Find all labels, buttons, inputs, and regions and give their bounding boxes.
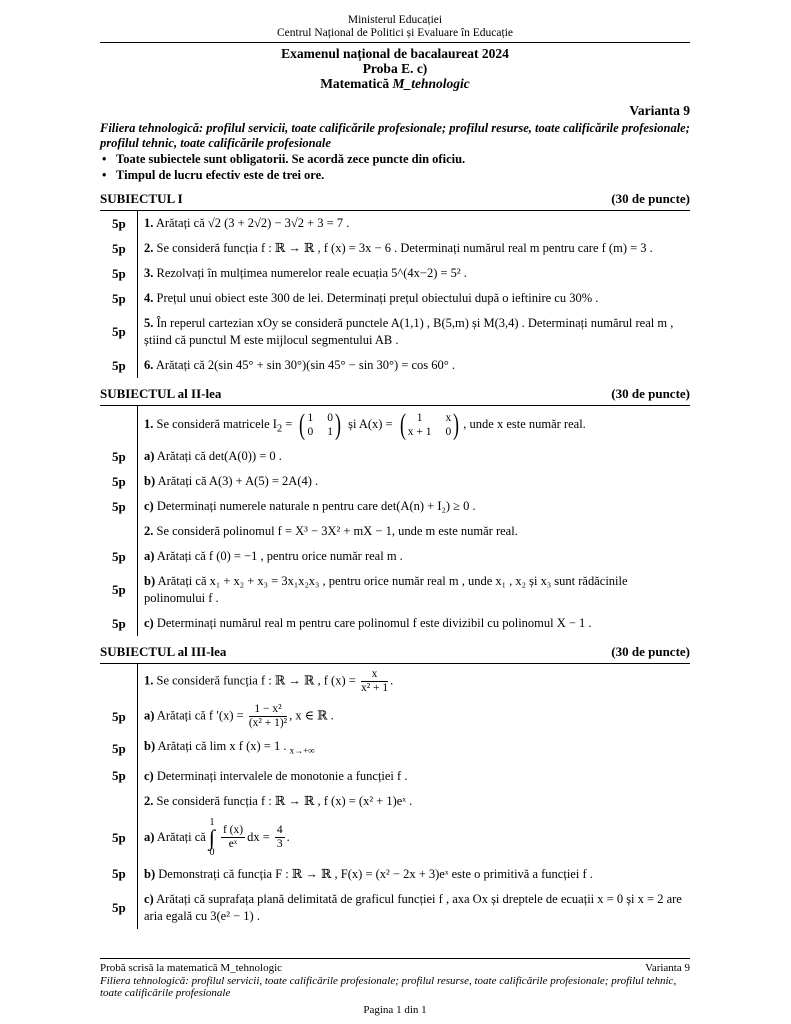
section-title: SUBIECTUL al III-lea	[100, 644, 227, 659]
question-text: a) Arătați că 1 ∫ 0 $\frac{f (x)}{\text{eˣ}}$ dx = $\frac{4}{3}$ .	[137, 814, 690, 862]
question-row	[100, 236, 690, 261]
points-label: 5p	[112, 498, 126, 514]
section-heading	[100, 191, 690, 207]
question-row	[100, 887, 690, 929]
question-text: a) Arătați că f (0) = −1 , pentru orice număr real m .	[137, 544, 690, 569]
question-text: a) Arătați că f ′(x) = $\frac{\text{1 − x²}}{\text{(x² + 1)²}}$ , x ∈ ℝ .	[137, 699, 690, 734]
points-label: 5p	[112, 548, 126, 564]
question-text: 6. Arătați că 2(sin 45° + sin 30°)(sin 45° − sin 30°) = cos 60° .	[137, 353, 690, 378]
points-label: 5p	[112, 866, 126, 881]
question-row	[100, 764, 690, 789]
question-row	[100, 544, 690, 569]
points-label: 5p	[112, 708, 126, 724]
question-text: b) Arătați că x₁ + x₂ + x₃ = 3x₁x₂x₃ , pentru orice număr real m , unde x₁ , x₂ și x₃ sunt rădăcinile polinomului f .	[137, 569, 690, 611]
filiera-text: Filiera tehnologică: profilul servicii, toate calificările profesionale; profilul resurse, toate calificările profesionale; profilul tehnic, toate calificările profesionale	[100, 121, 690, 150]
points-label: 5p	[112, 265, 126, 281]
points-label: 5p	[112, 740, 126, 756]
points-label: 5p	[112, 448, 126, 464]
question-row	[100, 261, 690, 286]
question-text: c) Determinați numerele naturale n pentru care det(A(n) + I₂) ≥ 0 .	[137, 494, 690, 519]
points-label: 5p	[112, 768, 126, 783]
section-points: (30 de puncte)	[611, 386, 690, 401]
points-label: 5p	[112, 615, 126, 631]
section-points: (30 de puncte)	[611, 191, 690, 206]
question-row	[100, 311, 690, 353]
question-text: 3. Rezolvați în mulțimea numerelor reale ecuația 5^(4x−2) = 5² .	[137, 261, 690, 286]
question-text: c) Arătați că suprafața plană delimitată de graficul funcției f , axa Ox și dreptele de ecuații x = 0 și x = 2 are aria egală cu 3(e² − 1) .	[137, 887, 690, 929]
question-text: 5. În reperul cartezian xOy se consideră punctele A(1,1) , B(5,m) și M(3,4) . Determinați numărul real m , știind că punctul M este mijlocul segmentului AB .	[137, 311, 690, 353]
question-row	[100, 469, 690, 494]
section-1-box	[100, 210, 690, 378]
section-title: SUBIECTUL I	[100, 191, 183, 206]
problem-intro-row	[100, 789, 690, 814]
header-divider	[100, 42, 690, 43]
points-label: 5p	[112, 290, 126, 306]
question-row	[100, 211, 690, 236]
variant-label: Varianta 9	[629, 103, 690, 118]
points-label: 5p	[112, 899, 126, 915]
footer-filiera: Filiera tehnologică: profilul servicii, toate calificările profesionale; profilul resurse, toate calificările profesionale; profilul tehnic, toate calificările profesionale	[100, 974, 677, 999]
question-text: b) Demonstrați că funcția F : ℝ → ℝ , F(x) = (x² − 2x + 3)eˣ este o primitivă a funcției f .	[137, 862, 690, 887]
center-name: Centrul Național de Politici și Evaluare în Educație	[276, 27, 513, 39]
subject-name: Matematică	[320, 76, 390, 91]
question-row	[100, 862, 690, 887]
section-points: (30 de puncte)	[611, 644, 690, 659]
fraction: $\frac{f (x)}{\text{eˣ}}$	[222, 824, 244, 850]
page-number: Pagina 1 din 1	[363, 1003, 427, 1016]
question-text: 2. Se consideră funcția f : ℝ → ℝ , f (x) = 3x − 6 . Determinați numărul real m pentru care f (m) = 3 .	[137, 236, 690, 261]
proba-title: Proba E. c)	[362, 61, 428, 76]
page-footer	[100, 958, 690, 1016]
subject-variant-name: M_tehnologic	[392, 76, 470, 91]
section-heading	[100, 386, 690, 402]
points-label: 5p	[112, 582, 126, 597]
section-2-box	[100, 405, 690, 636]
fraction: $\frac{x}{\text{x² + 1}}$	[360, 668, 389, 694]
section-heading	[100, 644, 690, 660]
points-label: 5p	[112, 829, 126, 845]
fraction: $\frac{4}{3}$	[276, 824, 283, 850]
points-label: 5p	[112, 215, 126, 231]
question-text: b) Arătați că lim x f (x) = 1 . $_{x\to+\infty}$	[137, 734, 690, 764]
fraction: $\frac{\text{1 − x²}}{\text{(x² + 1)²}}$	[248, 703, 288, 729]
instruction-bullet: • Toate subiectele sunt obligatorii. Se acordă zece puncte din oficiu.	[100, 151, 690, 167]
question-row	[100, 814, 690, 862]
question-row	[100, 569, 690, 611]
question-text: 4. Prețul unui obiect este 300 de lei. Determinați prețul obiectului după o ieftinire cu 30% .	[137, 286, 690, 311]
footer-line	[100, 962, 690, 975]
integral-sign: 1 ∫ 0	[208, 816, 215, 858]
identity-matrix: ( 1 0 0 1 )	[299, 408, 341, 441]
question-text: c) Determinați intervalele de monotonie a funcției f .	[137, 764, 690, 789]
ministry-name: Ministerul Educației	[347, 14, 443, 26]
question-row	[100, 734, 690, 764]
limit-subscript: x→+∞	[289, 745, 315, 756]
instruction-bullet: • Timpul de lucru efectiv este de trei ore.	[100, 167, 690, 183]
points-label: 5p	[112, 473, 126, 489]
problem-intro: 2. Se consideră polinomul f = X³ − 3X² + mX − 1, unde m este număr real.	[137, 519, 690, 544]
section-3-box	[100, 663, 690, 929]
problem-intro-row	[100, 406, 690, 444]
question-text: b) Arătați că A(3) + A(5) = 2A(4) .	[137, 469, 690, 494]
problem-intro-row	[100, 519, 690, 544]
section-title: SUBIECTUL al II-lea	[100, 386, 222, 401]
question-row	[100, 286, 690, 311]
footer-right: Varianta 9	[645, 962, 690, 974]
problem-intro: 1. Se consideră matricele $I_2$ = ( 1 0 0 1 ) și A(x) = ( 1 x x + 1 0 ) , unde x este număr real.	[137, 406, 690, 444]
question-text: 1. Arătați că √2 (3 + 2√2) − 3√2 + 3 = 7 .	[137, 211, 690, 236]
question-row	[100, 699, 690, 734]
matrix-a: ( 1 x x + 1 0 )	[399, 408, 460, 441]
question-text: a) Arătați că det(A(0)) = 0 .	[137, 444, 690, 469]
question-row	[100, 494, 690, 519]
question-row	[100, 611, 690, 636]
problem-intro-row	[100, 664, 690, 699]
points-label: 5p	[112, 240, 126, 256]
question-row	[100, 353, 690, 378]
points-label: 5p	[112, 357, 126, 373]
points-label: 5p	[112, 324, 126, 339]
exam-page	[100, 14, 690, 929]
exam-title: Examenul național de bacalaureat 2024	[281, 46, 509, 61]
footer-left: Probă scrisă la matematică M_tehnologic	[100, 962, 283, 974]
problem-intro: 2. Se consideră funcția f : ℝ → ℝ , f (x) = (x² + 1)eˣ .	[137, 789, 690, 814]
subject-title	[100, 76, 690, 91]
question-row	[100, 444, 690, 469]
problem-intro: 1. Se consideră funcția f : ℝ → ℝ , f (x) = $\frac{x}{\text{x² + 1}}$ .	[137, 664, 690, 699]
question-text: c) Determinați numărul real m pentru care polinomul f este divizibil cu polinomul X − 1 .	[137, 611, 690, 636]
